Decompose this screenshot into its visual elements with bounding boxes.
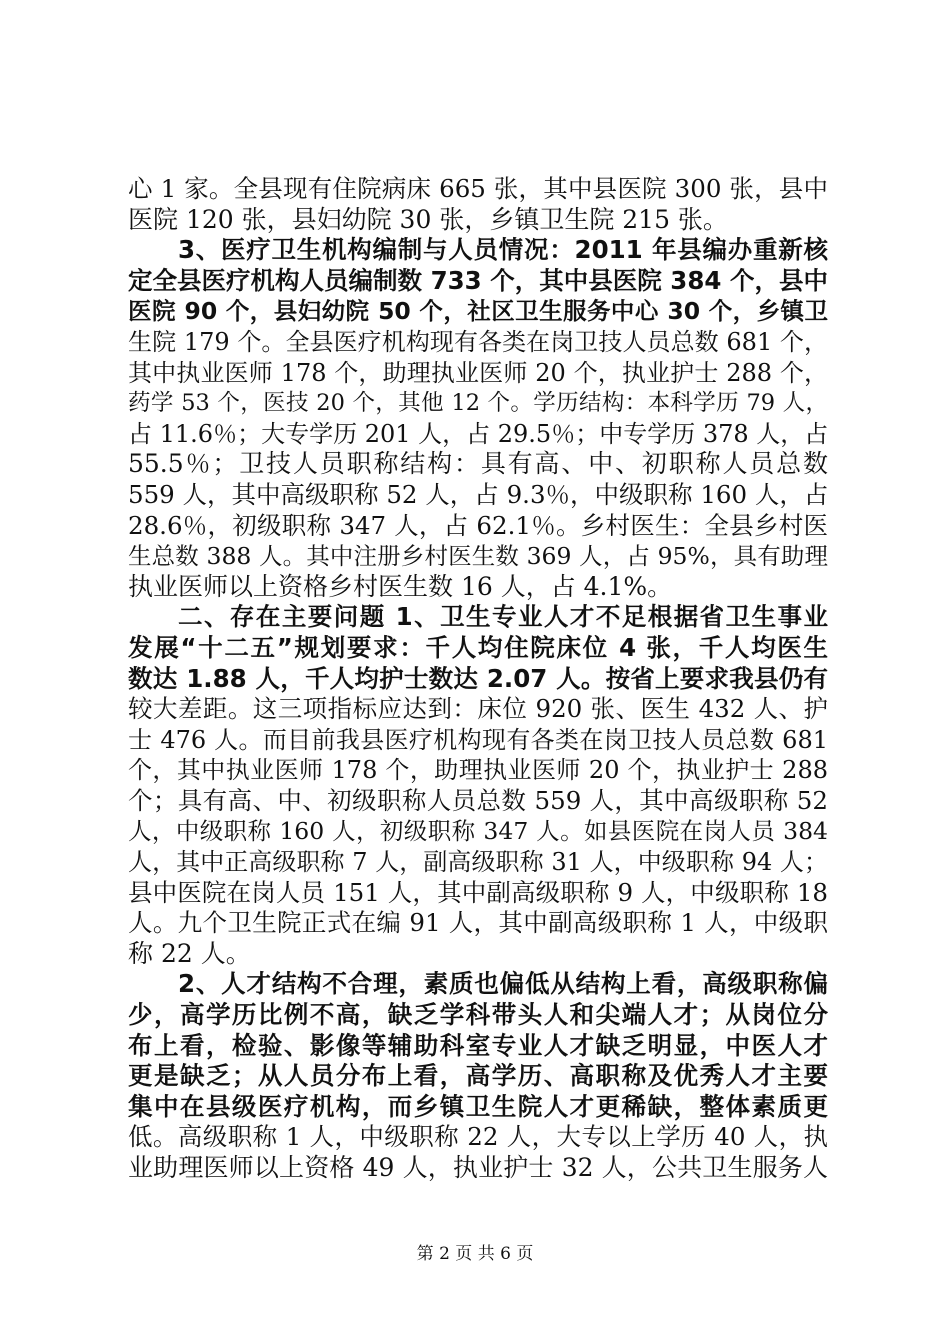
text-line: 个；具有高、中、初级职称人员总数 559 人，其中高级职称 52 <box>128 785 828 815</box>
text-line: 药学 53 个，医技 20 个，其他 12 个。学历结构：本科学历 79 人， <box>128 390 828 417</box>
text-line: 医院 120 张，县妇幼院 30 张，乡镇卫生院 215 张。 <box>128 204 728 234</box>
text-line: 更是缺乏；从人员分布上看，高学历、高职称及优秀人才主要 <box>128 1061 828 1091</box>
text-line: 2、人才结构不合理，素质也偏低从结构上看，高级职称偏 <box>178 969 828 999</box>
text-line: 低。高级职称 1 人，中级职称 22 人，大专以上学历 40 人，执 <box>128 1122 828 1152</box>
text-line: 数达 1.88 人，千人均护士数达 2.07 人。按省上要求我县仍有 <box>128 663 828 693</box>
text-line: 28.6％，初级职称 347 人，占 62.1％。乡村医生：全县乡村医 <box>128 510 828 540</box>
page-footer: 第 2 页 共 6 页 <box>416 1244 534 1264</box>
text-line: 生总数 388 人。其中注册乡村医生数 369 人，占 95%，具有助理 <box>128 542 828 571</box>
text-line: 个，其中执业医师 178 个，助理执业医师 20 个，执业护士 288 <box>128 756 828 785</box>
text-line: 执业医师以上资格乡村医生数 16 人，占 4.1%。 <box>128 571 673 601</box>
text-line: 二、存在主要问题 1、卫生专业人才不足根据省卫生事业 <box>178 602 828 632</box>
text-line: 占 11.6％；大专学历 201 人，占 29.5％；中专学历 378 人，占 <box>128 419 829 448</box>
text-line: 发展“十二五”规划要求：千人均住院床位 4 张，千人均医生 <box>128 632 828 662</box>
document-body <box>128 174 828 1184</box>
text-line: 医院 90 个，县妇幼院 50 个，社区卫生服务中心 30 个，乡镇卫 <box>128 297 828 326</box>
text-line: 生院 179 个。全县医疗机构现有各类在岗卫技人员总数 681 个， <box>128 327 828 356</box>
text-line: 较大差距。这三项指标应达到：床位 920 张、医生 432 人、护 <box>128 694 828 724</box>
text-line: 人，其中正高级职称 7 人，副高级职称 31 人，中级职称 94 人； <box>128 848 828 877</box>
text-line: 布上看，检验、影像等辅助科室专业人才缺乏明显，中医人才 <box>128 1030 828 1060</box>
text-line: 559 人，其中高级职称 52 人，占 9.3％，中级职称 160 人，占 <box>128 479 829 509</box>
text-line: 心 1 家。全县现有住院病床 665 张，其中县医院 300 张，县中 <box>128 174 828 203</box>
text-line: 定全县医疗机构人员编制数 733 个，其中县医院 384 个，县中 <box>128 265 828 295</box>
text-line: 人，中级职称 160 人，初级职称 347 人。如县医院在岗人员 384 <box>128 817 828 846</box>
text-line: 士 476 人。而目前我县医疗机构现有各类在岗卫技人员总数 681 <box>128 725 828 754</box>
text-line: 少，高学历比例不高，缺乏学科带头人和尖端人才；从岗位分 <box>128 1000 828 1030</box>
text-line: 集中在县级医疗机构，而乡镇卫生院人才更稀缺，整体素质更 <box>128 1091 828 1121</box>
text-line: 县中医院在岗人员 151 人，其中副高级职称 9 人，中级职称 18 <box>128 877 828 907</box>
text-line: 55.5％；卫技人员职称结构：具有高、中、初职称人员总数 <box>128 449 828 479</box>
text-line: 其中执业医师 178 个，助理执业医师 20 个，执业护士 288 个， <box>128 358 828 387</box>
text-line: 称 22 人。 <box>128 938 251 968</box>
text-line: 人。九个卫生院正式在编 91 人，其中副高级职称 1 人，中级职 <box>128 908 828 938</box>
text-line: 业助理医师以上资格 49 人，执业护士 32 人，公共卫生服务人 <box>128 1153 828 1182</box>
text-line: 3、医疗卫生机构编制与人员情况：2011 年县编办重新核 <box>178 235 828 265</box>
